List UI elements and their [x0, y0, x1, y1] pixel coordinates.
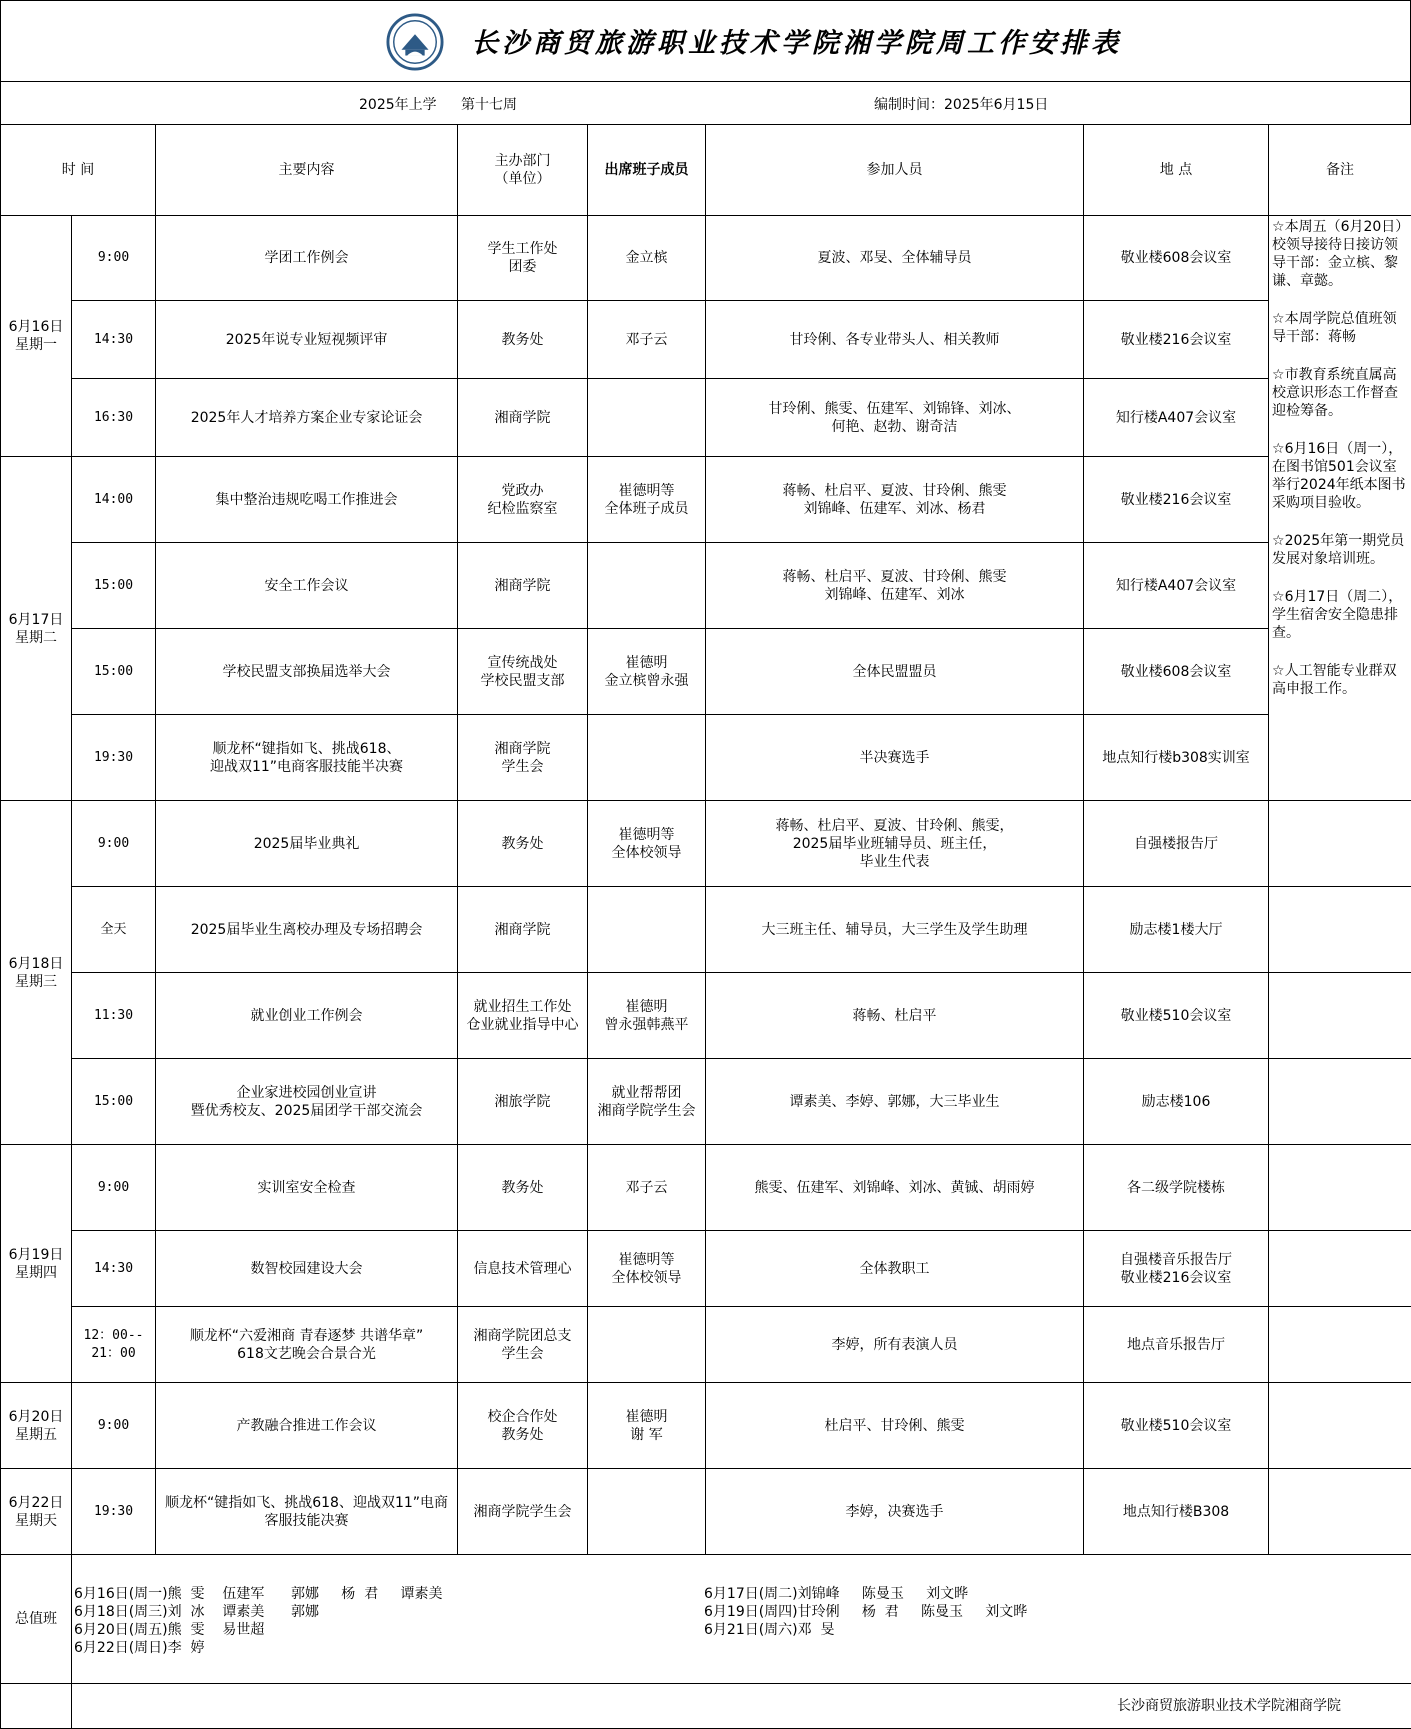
time-cell: 14:00: [72, 457, 156, 543]
table-row: [1, 1059, 1411, 1145]
dept-cell: 湘商学院: [458, 379, 588, 457]
note-item: ☆人工智能专业群双高申报工作。: [1272, 663, 1397, 697]
content-cell: 顺龙杯“键指如飞、挑战618、迎战双11”电商 客服技能决赛: [156, 1469, 458, 1555]
dept-cell: 教务处: [458, 1145, 588, 1231]
day-cell: 6月17日 星期二: [1, 457, 72, 801]
table-row: [1, 216, 1411, 301]
notes-empty: [1269, 887, 1411, 973]
leaders-cell: [588, 1469, 706, 1555]
note-item: ☆市教育系统直属高校意识形态工作督查迎检筹备。: [1272, 367, 1399, 419]
participants-cell: 夏波、邓旻、全体辅导员: [706, 216, 1084, 301]
col-location: 地 点: [1084, 125, 1269, 216]
time-cell: 11:30: [72, 973, 156, 1059]
content-cell: 产教融合推进工作会议: [156, 1383, 458, 1469]
title-bar: [0, 0, 1411, 82]
sub-header: [0, 81, 1411, 124]
content-cell: 2025年人才培养方案企业专家论证会: [156, 379, 458, 457]
time-cell: 9:00: [72, 801, 156, 887]
dept-cell: 就业招生工作处 仓业就业指导中心: [458, 973, 588, 1059]
table-row: [1, 715, 1411, 801]
location-cell: 各二级学院楼栋: [1084, 1145, 1269, 1231]
table-row: [1, 1231, 1411, 1307]
leaders-cell: [588, 715, 706, 801]
participants-cell: 蒋畅、杜启平、夏波、甘玲俐、熊雯 刘锦峰、伍建军、刘冰: [706, 543, 1084, 629]
duty-label: 总值班: [1, 1555, 72, 1684]
dept-cell: 湘商学院 学生会: [458, 715, 588, 801]
location-cell: 敬业楼216会议室: [1084, 301, 1269, 379]
content-cell: 学团工作例会: [156, 216, 458, 301]
dept-cell: 校企合作处 教务处: [458, 1383, 588, 1469]
time-cell: 9:00: [72, 1145, 156, 1231]
notes-empty: [1269, 1145, 1411, 1231]
content-cell: 顺龙杯“六爱湘商 青春逐梦 共谱华章” 618文艺晚会合景合光: [156, 1307, 458, 1383]
notes-empty: [1269, 801, 1411, 887]
time-cell: 14:30: [72, 301, 156, 379]
content-cell: 顺龙杯“键指如飞、挑战618、 迎战双11”电商客服技能半决赛: [156, 715, 458, 801]
content-cell: 2025届毕业生离校办理及专场招聘会: [156, 887, 458, 973]
table-row: [1, 887, 1411, 973]
duty-roster: [72, 1555, 1411, 1684]
content-cell: 数智校园建设大会: [156, 1231, 458, 1307]
dept-cell: 湘商学院团总支 学生会: [458, 1307, 588, 1383]
location-cell: 敬业楼608会议室: [1084, 629, 1269, 715]
time-cell: 12：00-- 21：00: [72, 1307, 156, 1383]
location-cell: 敬业楼510会议室: [1084, 973, 1269, 1059]
participants-cell: 大三班主任、辅导员，大三学生及学生助理: [706, 887, 1084, 973]
leaders-cell: 崔德明 曾永强韩燕平: [588, 973, 706, 1059]
location-cell: 励志楼106: [1084, 1059, 1269, 1145]
leaders-cell: [588, 1307, 706, 1383]
day-cell: 6月18日 星期三: [1, 801, 72, 1145]
location-cell: 敬业楼216会议室: [1084, 457, 1269, 543]
table-row: [1, 1469, 1411, 1555]
col-content: 主要内容: [156, 125, 458, 216]
table-row: [1, 457, 1411, 543]
participants-cell: 李婷，所有表演人员: [706, 1307, 1084, 1383]
notes-cell: [1269, 216, 1411, 801]
time-cell: 9:00: [72, 1383, 156, 1469]
leaders-cell: [588, 379, 706, 457]
dept-cell: 信息技术管理心: [458, 1231, 588, 1307]
time-cell: 19:30: [72, 1469, 156, 1555]
table-row: [1, 629, 1411, 715]
time-cell: 15:00: [72, 629, 156, 715]
note-item: ☆本周学院总值班领导干部：蒋畅: [1272, 311, 1397, 345]
notes-empty: [1269, 1307, 1411, 1383]
location-cell: 自强楼音乐报告厅 敬业楼216会议室: [1084, 1231, 1269, 1307]
footer-org: 长沙商贸旅游职业技术学院湘商学院: [72, 1684, 1411, 1729]
dept-cell: 宣传统战处 学校民盟支部: [458, 629, 588, 715]
participants-cell: 谭素美、李婷、郭娜，大三毕业生: [706, 1059, 1084, 1145]
content-cell: 2025年说专业短视频评审: [156, 301, 458, 379]
location-cell: 自强楼报告厅: [1084, 801, 1269, 887]
content-cell: 安全工作会议: [156, 543, 458, 629]
time-cell: 全天: [72, 887, 156, 973]
page-title: 长沙商贸旅游职业技术学院湘学院周工作安排表: [471, 28, 1122, 59]
location-cell: 地点知行楼B308: [1084, 1469, 1269, 1555]
term-label: 2025年上学: [359, 97, 437, 113]
notes-empty: [1269, 1231, 1411, 1307]
location-cell: 励志楼1楼大厅: [1084, 887, 1269, 973]
location-cell: 知行楼A407会议室: [1084, 379, 1269, 457]
participants-cell: 熊雯、伍建军、刘锦峰、刘冰、黄铖、胡雨婷: [706, 1145, 1084, 1231]
day-cell: 6月16日 星期一: [1, 216, 72, 457]
col-dept: 主办部门 （单位）: [458, 125, 588, 216]
participants-cell: 杜启平、甘玲俐、熊雯: [706, 1383, 1084, 1469]
time-cell: 14:30: [72, 1231, 156, 1307]
leaders-cell: 邓子云: [588, 1145, 706, 1231]
day-cell: 6月20日 星期五: [1, 1383, 72, 1469]
col-leaders: 出席班子成员: [588, 125, 706, 216]
dept-cell: 湘商学院学生会: [458, 1469, 588, 1555]
dept-cell: 湘商学院: [458, 887, 588, 973]
participants-cell: 蒋畅、杜启平: [706, 973, 1084, 1059]
dept-cell: 学生工作处 团委: [458, 216, 588, 301]
table-row: [1, 801, 1411, 887]
content-cell: 学校民盟支部换届选举大会: [156, 629, 458, 715]
notes-empty: [1269, 1469, 1411, 1555]
participants-cell: 蒋畅、杜启平、夏波、甘玲俐、熊雯， 2025届毕业班辅导员、班主任， 毕业生代表: [706, 801, 1084, 887]
leaders-cell: 崔德明 金立槟曾永强: [588, 629, 706, 715]
leaders-cell: 金立槟: [588, 216, 706, 301]
col-participants: 参加人员: [706, 125, 1084, 216]
time-cell: 15:00: [72, 543, 156, 629]
location-cell: 敬业楼608会议室: [1084, 216, 1269, 301]
time-cell: 15:00: [72, 1059, 156, 1145]
location-cell: 地点音乐报告厅: [1084, 1307, 1269, 1383]
participants-cell: 甘玲俐、熊雯、伍建军、刘锦锋、刘冰、 何艳、赵勃、谢奇洁: [706, 379, 1084, 457]
leaders-cell: 邓子云: [588, 301, 706, 379]
dept-cell: 党政办 纪检监察室: [458, 457, 588, 543]
note-item: ☆本周五（6月20日）校领导接待日接访领导干部：金立槟、黎谦、章懿。: [1272, 219, 1403, 289]
footer-row: [1, 1684, 1411, 1729]
table-row: [1, 543, 1411, 629]
participants-cell: 蒋畅、杜启平、夏波、甘玲俐、熊雯 刘锦峰、伍建军、刘冰、杨君: [706, 457, 1084, 543]
note-item: ☆6月16日（周一），在图书馆501会议室举行2024年纸本图书采购项目验收。: [1272, 441, 1406, 511]
table-row: [1, 301, 1411, 379]
dept-cell: 湘商学院: [458, 543, 588, 629]
schedule-table: [0, 124, 1411, 1729]
table-row: [1, 1383, 1411, 1469]
location-cell: 知行楼A407会议室: [1084, 543, 1269, 629]
content-cell: 就业创业工作例会: [156, 973, 458, 1059]
col-notes: 备注: [1269, 125, 1411, 216]
content-cell: 实训室安全检查: [156, 1145, 458, 1231]
content-cell: 企业家进校园创业宣讲 暨优秀校友、2025届团学干部交流会: [156, 1059, 458, 1145]
footer-spacer: [1, 1684, 72, 1729]
duty-row: [1, 1555, 1411, 1684]
day-cell: 6月22日 星期天: [1, 1469, 72, 1555]
content-cell: 集中整治违规吃喝工作推进会: [156, 457, 458, 543]
notes-empty: [1269, 973, 1411, 1059]
participants-cell: 半决赛选手: [706, 715, 1084, 801]
time-cell: 9:00: [72, 216, 156, 301]
compiled-date: 编制时间：2025年6月15日: [874, 97, 1049, 113]
col-time: 时 间: [1, 125, 156, 216]
time-cell: 19:30: [72, 715, 156, 801]
table-row: [1, 1307, 1411, 1383]
table-row: [1, 973, 1411, 1059]
leaders-cell: 崔德明等 全体校领导: [588, 1231, 706, 1307]
leaders-cell: 崔德明等 全体校领导: [588, 801, 706, 887]
leaders-cell: [588, 543, 706, 629]
dept-cell: 教务处: [458, 301, 588, 379]
note-item: ☆2025年第一期党员发展对象培训班。: [1272, 533, 1405, 567]
table-row: [1, 379, 1411, 457]
leaders-cell: 崔德明等 全体班子成员: [588, 457, 706, 543]
leaders-cell: 就业帮帮团 湘商学院学生会: [588, 1059, 706, 1145]
participants-cell: 甘玲俐、各专业带头人、相关教师: [706, 301, 1084, 379]
header-row: [1, 125, 1411, 216]
leaders-cell: 崔德明 谢 军: [588, 1383, 706, 1469]
time-cell: 16:30: [72, 379, 156, 457]
content-cell: 2025届毕业典礼: [156, 801, 458, 887]
school-logo-icon: [386, 13, 444, 71]
week-label: 第十七周: [461, 97, 517, 113]
notes-empty: [1269, 1383, 1411, 1469]
dept-cell: 湘旅学院: [458, 1059, 588, 1145]
notes-empty: [1269, 1059, 1411, 1145]
location-cell: 地点知行楼b308实训室: [1084, 715, 1269, 801]
leaders-cell: [588, 887, 706, 973]
participants-cell: 全体教职工: [706, 1231, 1084, 1307]
participants-cell: 全体民盟盟员: [706, 629, 1084, 715]
location-cell: 敬业楼510会议室: [1084, 1383, 1269, 1469]
dept-cell: 教务处: [458, 801, 588, 887]
duty-left: 6月16日(周一)熊 雯 伍建军 郭娜 杨 君 谭素美 6月18日(周三)刘 冰 谭素美 郭娜 6月20日(周五)熊 雯 易世超 6月22日(周日)李 婷: [74, 1586, 443, 1656]
table-row: [1, 1145, 1411, 1231]
note-item: ☆6月17日（周二），学生宿舍安全隐患排查。: [1272, 589, 1403, 641]
participants-cell: 李婷，决赛选手: [706, 1469, 1084, 1555]
day-cell: 6月19日 星期四: [1, 1145, 72, 1383]
duty-right: 6月17日(周二)刘锦峰 陈曼玉 刘文晔 6月19日(周四)甘玲俐 杨 君 陈曼玉 刘文晔 6月21日(周六)邓 旻: [704, 1586, 1028, 1638]
